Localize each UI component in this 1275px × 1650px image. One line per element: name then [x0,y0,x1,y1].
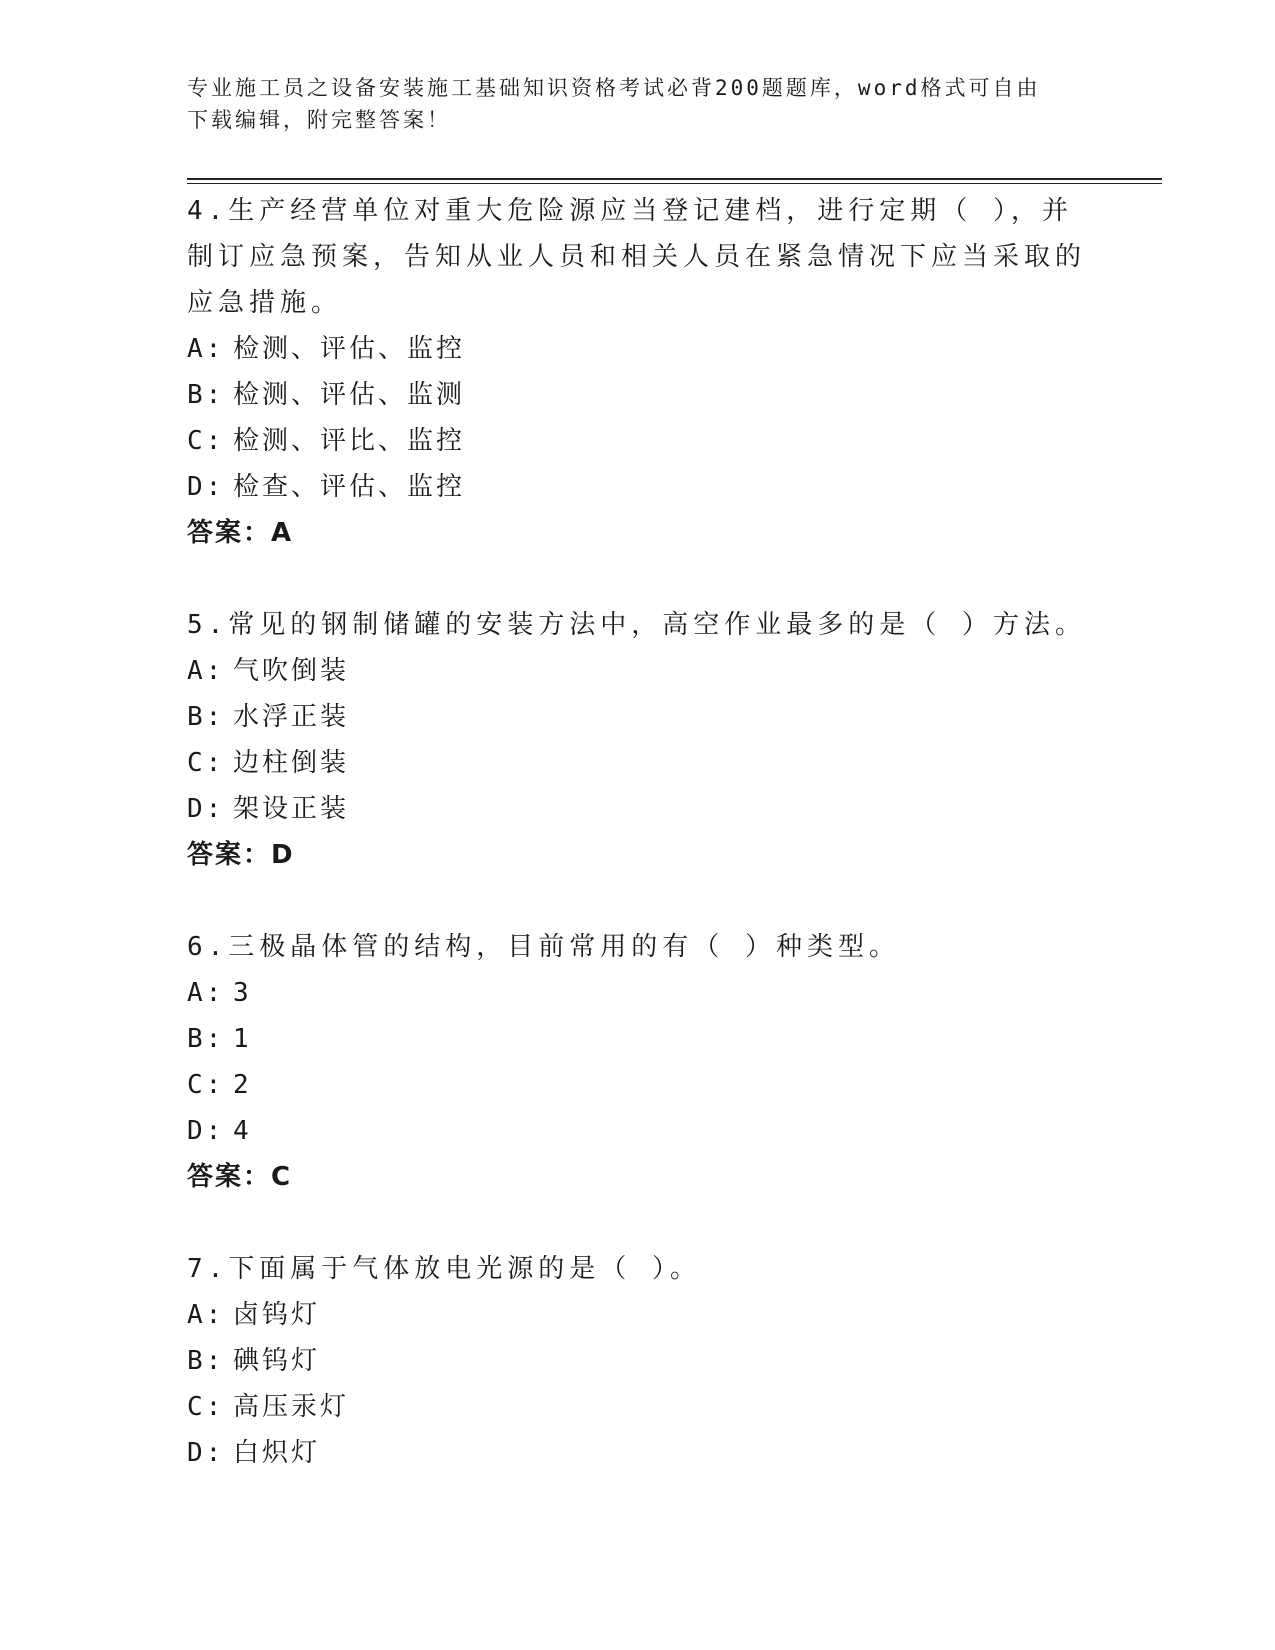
option-letter: D: [187,1116,225,1146]
option-text: 气吹倒装 [233,656,350,686]
answer-line: 答案：D [187,840,295,870]
question-stem: 5.常见的钢制储罐的安装方法中，高空作业最多的是（ ）方法。 [187,610,1086,640]
question-spacer [187,878,1087,924]
option-c [187,1062,1087,1108]
option-letter: A: [187,978,225,1008]
option-text: 白炽灯 [233,1438,321,1468]
option-letter: B: [187,1024,225,1054]
question-stem: 4.生产经营单位对重大危险源应当登记建档，进行定期（ ），并制订应急预案，告知从业人员和相关人员在紧急情况下应当采取的应急措施。 [187,196,1087,318]
question-4 [187,188,1087,556]
option-text: 检测、评估、监控 [233,334,466,364]
option-letter: A: [187,334,225,364]
option-letter: A: [187,1300,225,1330]
question-stem: 6.三极晶体管的结构，目前常用的有（ ）种类型。 [187,932,900,962]
option-c [187,1384,1087,1430]
option-c [187,740,1087,786]
option-letter: B: [187,702,225,732]
option-letter: D: [187,472,225,502]
option-c [187,418,1087,464]
option-letter: C: [187,1392,225,1422]
option-text: 架设正装 [233,794,350,824]
option-b [187,372,1087,418]
option-text: 4 [233,1116,252,1146]
option-letter: B: [187,1346,225,1376]
option-d [187,464,1087,510]
question-list [187,188,1087,1476]
option-a [187,326,1087,372]
option-a [187,970,1087,1016]
option-d [187,786,1087,832]
answer-line: 答案：C [187,1162,293,1192]
document-header [187,72,1087,136]
option-text: 2 [233,1070,252,1100]
option-a [187,648,1087,694]
option-b [187,1338,1087,1384]
option-text: 边柱倒装 [233,748,350,778]
option-b [187,694,1087,740]
option-letter: B: [187,380,225,410]
header-line-2: 下载编辑，附完整答案！ [187,108,451,132]
answer-line: 答案：A [187,518,294,548]
option-text: 检测、评估、监测 [233,380,466,410]
question-7 [187,1246,1087,1476]
option-a [187,1292,1087,1338]
question-6 [187,924,1087,1200]
option-text: 水浮正装 [233,702,350,732]
option-letter: D: [187,1438,225,1468]
option-text: 检测、评比、监控 [233,426,466,456]
option-text: 3 [233,978,252,1008]
header-line-1: 专业施工员之设备安装施工基础知识资格考试必背200题题库，word格式可自由 [187,76,1041,100]
option-letter: C: [187,426,225,456]
header-divider-thick [187,178,1162,180]
option-letter: D: [187,794,225,824]
option-b [187,1016,1087,1062]
option-text: 1 [233,1024,252,1054]
question-spacer [187,556,1087,602]
question-stem: 7.下面属于气体放电光源的是（ ）。 [187,1254,701,1284]
option-letter: C: [187,1070,225,1100]
header-divider-thin [187,183,1162,184]
question-spacer [187,1200,1087,1246]
option-text: 卤钨灯 [233,1300,321,1330]
option-text: 检查、评估、监控 [233,472,466,502]
option-text: 碘钨灯 [233,1346,321,1376]
option-letter: A: [187,656,225,686]
option-letter: C: [187,748,225,778]
option-d [187,1430,1087,1476]
option-d [187,1108,1087,1154]
question-5 [187,602,1087,878]
option-text: 高压汞灯 [233,1392,350,1422]
